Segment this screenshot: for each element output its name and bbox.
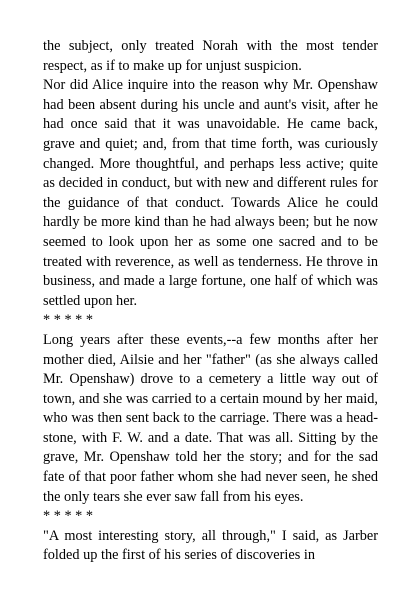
paragraph-cemetery: Long years after these events,--a few months after her mother died, Ailsie and her "father" (as she always called Mr. Openshaw) drove to a cemetery a little way out of town, and she was carried to a certain mound by her maid, who was then sent back to the carriage. There was a head- stone, with F. W. and a date. That was all. Sitting by the grave, Mr. Openshaw told her the story; and for the sad fate of that poor father whom she had never seen, he shed the only tears she ever saw fall from his eyes. bbox=[43, 331, 378, 505]
paragraph-openshaw-changed: Nor did Alice inquire into the reason why Mr. Openshaw had been absent during his uncle and aunt's visit, after he had once said that it was unavoidable. He came back, grave and quiet; and, from that time forth, was curiously changed. More thoughtful, and perhaps less active; quite as decided in conduct, but with new and different rules for the guidance of that conduct. Towards Alice he could hardly be more kind than he had always been; but he now seemed to look upon her as some one sacred and to be treated with reverence, as well as tenderness. He throve in business, and made a large fortune, one half of which was settled upon her. bbox=[43, 77, 378, 309]
paragraph-respect: the subject, only treated Norah with the most tender respect, as if to make up for unjust suspicion. bbox=[43, 38, 378, 74]
document-page bbox=[43, 37, 378, 566]
paragraph-jarber: "A most interesting story, all through," I said, as Jarber folded up the first of his series of discoveries in bbox=[43, 527, 378, 564]
section-separator: * * * * * bbox=[43, 312, 94, 329]
section-separator: * * * * * bbox=[43, 508, 94, 525]
